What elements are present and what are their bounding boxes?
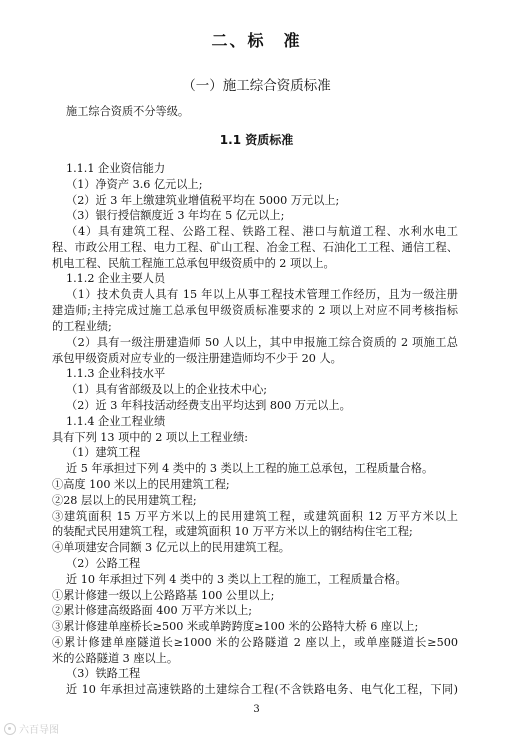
intro-paragraph: 施工综合资质不分等级。 — [66, 105, 190, 118]
body-line: 近 5 年承担过下列 4 类中的 3 类以上工程的施工总承包，工程质量合格。 — [66, 462, 434, 475]
body-line: 的装配式民用建筑工程，或建筑面积 10 万平方米以上的钢结构住宅工程; — [52, 525, 413, 538]
body-line: 的工程业绩; — [52, 320, 112, 333]
body-line: ③建筑面积 15 万平方米以上的民用建筑工程，或建筑面积 12 万平方米以上 — [52, 510, 458, 523]
body-line: ④单项建安合同额 3 亿元以上的民用建筑工程。 — [52, 541, 290, 554]
body-line: （1）具有省部级及以上的企业技术中心; — [66, 383, 268, 396]
body-line: 承包甲级资质对应专业的一级注册建造师均不少于 20 人。 — [52, 352, 342, 365]
body-line: ④累计修建单座隧道长≥1000 米的公路隧道 2 座以上，或单座隧道长≥500 — [52, 636, 458, 649]
watermark-text: 六百导图 — [19, 725, 59, 736]
body-line: 机电工程、民航工程施工总承包甲级资质中的 2 项以上。 — [52, 257, 335, 270]
body-line: ③累计修建单座桥长≥500 米或单跨跨度≥100 米的公路特大桥 6 座以上; — [52, 620, 419, 633]
section-heading: （一）施工综合资质标准 — [182, 78, 331, 94]
chapter-heading: 二、标 准 — [211, 31, 302, 50]
subsection-heading: 1.1 资质标准 — [219, 133, 294, 147]
body-line: （2）近 3 年上缴建筑业增值税平均在 5000 万元以上; — [66, 194, 340, 207]
body-line: 1.1.1 企业资信能力 — [66, 162, 166, 175]
body-line: 1.1.4 企业工程业绩 — [66, 415, 166, 428]
body-line: ②累计修建高级路面 400 万平方米以上; — [52, 604, 253, 617]
body-line: 1.1.3 企业科技水平 — [66, 367, 166, 380]
body-line: （2）公路工程 — [66, 557, 141, 570]
watermark — [4, 721, 59, 736]
body-line: 近 10 年承担过高速铁路的土建综合工程(不含铁路电务、电气化工程，下同) — [66, 683, 458, 696]
body-line: 米的公路隧道 3 座以上。 — [52, 652, 179, 665]
body-line: 1.1.2 企业主要人员 — [66, 272, 166, 285]
body-line: （1）技术负责人具有 15 年以上从事工程技术管理工作经历，且为一级注册 — [66, 288, 458, 301]
body-line: 程、市政公用工程、电力工程、矿山工程、冶金工程、石油化工工程、通信工程、 — [52, 241, 458, 254]
body-line: ①累计修建一级以上公路路基 100 公里以上; — [52, 589, 275, 602]
body-line: 具有下列 13 项中的 2 项以上工程业绩: — [52, 431, 248, 444]
watermark-logo-icon — [4, 723, 16, 735]
body-line: （1）净资产 3.6 亿元以上; — [66, 178, 203, 191]
body-line: 近 10 年承担过下列 4 类中的 3 类以上工程的施工，工程质量合格。 — [66, 573, 407, 586]
page-number: 3 — [253, 704, 260, 715]
body-line: （1）建筑工程 — [66, 446, 141, 459]
body-line: ②28 层以上的民用建筑工程; — [52, 494, 197, 507]
body-line: （3）银行授信额度近 3 年均在 5 亿元以上; — [66, 209, 285, 222]
body-line: （2）具有一级注册建造师 50 人以上，其中申报施工综合资质的 2 项施工总 — [66, 336, 458, 349]
body-line: ①高度 100 米以上的民用建筑工程; — [52, 478, 230, 491]
body-line: 建造师;主持完成过施工总承包甲级资质标准要求的 2 项以上对应不同考核指标 — [52, 304, 458, 317]
body-line: （3）铁路工程 — [66, 667, 141, 680]
body-line: （2）近 3 年科技活动经费支出平均达到 800 万元以上。 — [66, 399, 351, 412]
body-line: （4）具有建筑工程、公路工程、铁路工程、港口与航道工程、水利水电工 — [66, 225, 458, 238]
